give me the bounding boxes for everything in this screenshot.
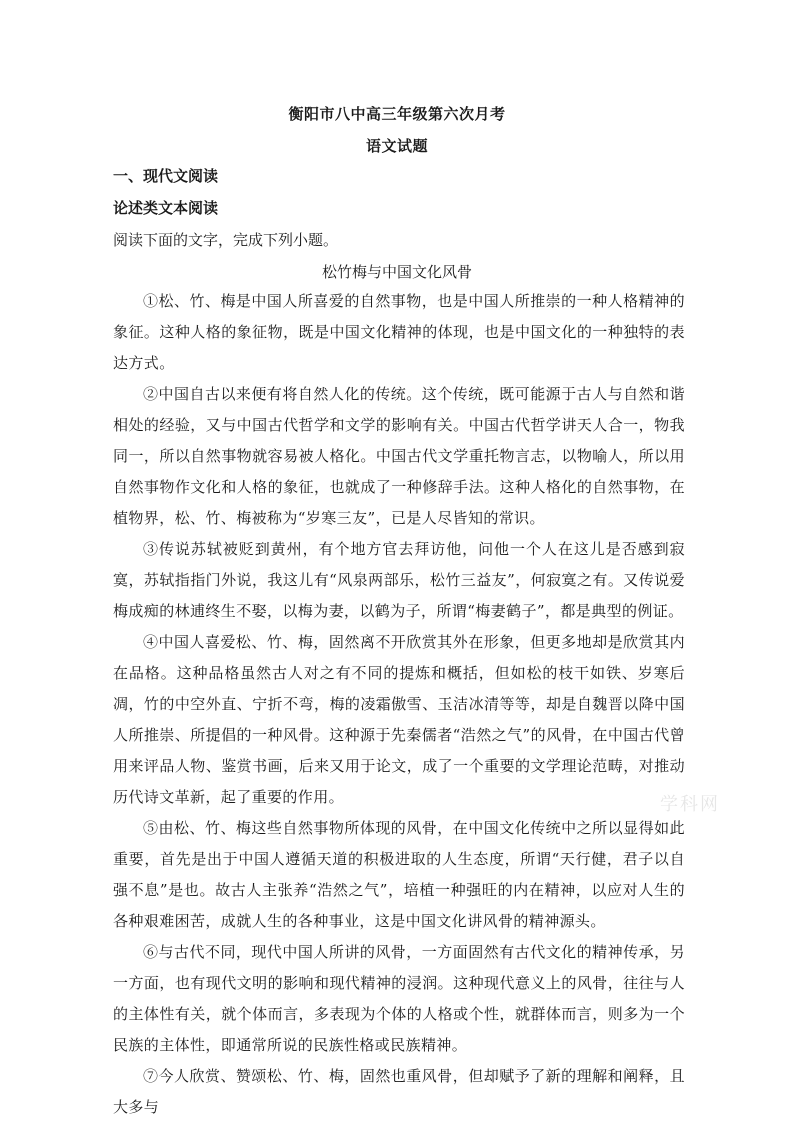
- watermark: 学科网: [660, 794, 720, 815]
- article-paragraph-7: ⑦今人欣赏、赞颂松、竹、梅，固然也重风骨，但却赋予了新的理解和阐释，且大多与: [113, 1067, 685, 1116]
- article-paragraph-5: ⑤由松、竹、梅这些自然事物所体现的风骨，在中国文化传统中之所以显得如此重要，首先是出于中国人遵循天道的积极进取的人生态度，所谓“天行健，君子以自强不息”是也。故古人主张养“浩然之气”，培植一种强旺的内在精神，以应对人生的各种艰难困苦，成就人生的各种事业，这是中国文化讲风骨的精神源头。: [113, 819, 685, 930]
- reading-instruction: 阅读下面的文字，完成下列小题。: [113, 231, 339, 249]
- article-paragraph-6: ⑥与古代不同，现代中国人所讲的风骨，一方面固然有古代文化的精神传承，另一方面，也有现代文明的影响和现代精神的浸润。这种现代意义上的风骨，往往与人的主体性有关，就个体而言，多表现为个体的人格或个性，就群体而言，则多为一个民族的主体性，即通常所说的民族性格或民族精神。: [113, 943, 685, 1054]
- article-body: [113, 286, 685, 1123]
- part-heading: 一、现代文阅读: [113, 167, 219, 185]
- article-paragraph-1: ①松、竹、梅是中国人所喜爱的自然事物，也是中国人所推崇的一种人格精神的象征。这种人格的象征物，既是中国文化精神的体现，也是中国文化的一种独特的表达方式。: [113, 292, 685, 372]
- subsection-heading: 论述类文本阅读: [113, 199, 219, 217]
- exam-subtitle: 语文试题: [365, 137, 428, 155]
- article-paragraph-4: ④中国人喜爱松、竹、梅，固然离不开欣赏其外在形象，但更多地却是欣赏其内在品格。这种品格虽然古人对之有不同的提炼和概括，但如松的枝干如铁、岁寒后凋，竹的中空外直、宁折不弯，梅的凌霜傲雪、玉洁冰清等等，却是自魏晋以降中国人所推崇、所提倡的一种风骨。这种源于先秦儒者“浩然之气”的风骨，在中国古代曾用来评品人物、鉴赏书画，后来又用于论文，成了一个重要的文学理论范畴，对推动历代诗文革新，起了重要的作用。: [113, 633, 685, 806]
- exam-title: 衡阳市八中高三年级第六次月考: [288, 105, 506, 123]
- article-paragraph-2: ②中国自古以来便有将自然人化的传统。这个传统，既可能源于古人与自然和谐相处的经验，又与中国古代哲学和文学的影响有关。中国古代哲学讲天人合一，物我同一，所以自然事物就容易被人格化。中国古代文学重托物言志，以物喻人，所以用自然事物作文化和人格的象征，也就成了一种修辞手法。这种人格化的自然事物，在植物界，松、竹、梅被称为“岁寒三友”，已是人尽皆知的常识。: [113, 385, 685, 527]
- article-paragraph-3: ③传说苏轼被贬到黄州，有个地方官去拜访他，问他一个人在这儿是否感到寂寞，苏轼指指门外说，我这儿有“风泉两部乐，松竹三益友”，何寂寞之有。又传说爱梅成痴的林逋终生不娶，以梅为妻，以鹤为子，所谓“梅妻鹤子”，都是典型的例证。: [113, 540, 685, 620]
- article-title: 松竹梅与中国文化风骨: [321, 263, 472, 281]
